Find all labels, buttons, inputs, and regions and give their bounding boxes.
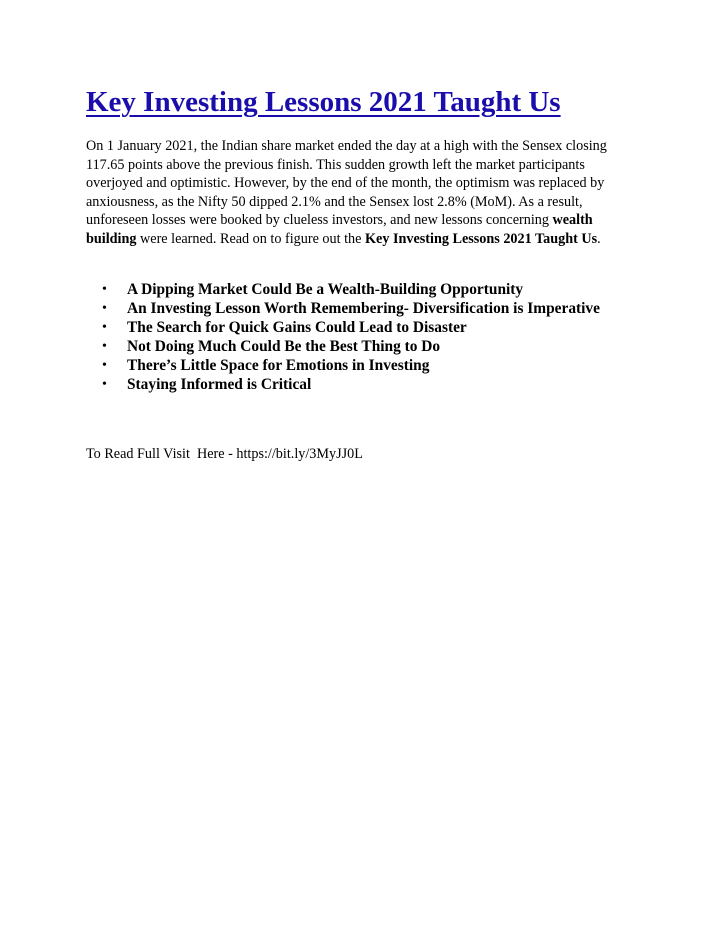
lesson-text: A Dipping Market Could Be a Wealth-Building Opportunity: [127, 281, 524, 298]
bullet-icon: •: [102, 301, 107, 316]
intro-line: anxiousness, as the Nifty 50 dipped 2.1% and the Sensex lost 2.8% (MoM). As a result,: [86, 193, 583, 210]
intro-text: unforeseen losses were booked by clueless investors, and new lessons concerning: [86, 212, 553, 229]
bullet-icon: •: [102, 377, 107, 392]
lesson-text: Staying Informed is Critical: [127, 376, 312, 393]
list-item: [102, 356, 702, 375]
bullet-icon: •: [102, 320, 107, 335]
list-item: [102, 318, 702, 337]
lesson-text: There’s Little Space for Emotions in Investing: [127, 357, 430, 374]
list-item: [102, 375, 702, 394]
lesson-text: Not Doing Much Could Be the Best Thing to Do: [127, 338, 441, 355]
lessons-list: [102, 280, 702, 394]
intro-paragraph: [86, 137, 626, 249]
read-more-link-text[interactable]: To Read Full Visit Here - https://bit.ly/3MyJJ0L: [86, 446, 363, 462]
intro-text: were learned. Read on to figure out the: [136, 230, 365, 247]
intro-bold-keyword: building: [86, 230, 137, 247]
lesson-text: An Investing Lesson Worth Remembering- Diversification is Imperative: [127, 300, 600, 317]
bullet-icon: •: [102, 339, 107, 354]
intro-line: [86, 230, 626, 249]
intro-line: 117.65 points above the previous finish. This sudden growth left the market participants: [86, 156, 585, 173]
bullet-icon: •: [102, 282, 107, 297]
intro-bold-keyword: wealth: [552, 212, 593, 229]
bullet-icon: •: [102, 358, 107, 373]
intro-line: overjoyed and optimistic. However, by the end of the month, the optimism was replaced by: [86, 175, 605, 192]
list-item: [102, 280, 702, 299]
lesson-text: The Search for Quick Gains Could Lead to Disaster: [127, 319, 467, 336]
intro-bold-title-reference: Key Investing Lessons 2021 Taught Us: [364, 230, 598, 247]
list-item: [102, 337, 702, 356]
intro-text: .: [597, 230, 601, 247]
list-item: [102, 299, 702, 318]
intro-line: On 1 January 2021, the Indian share market ended the day at a high with the Sensex closing: [86, 138, 607, 154]
page-title-link[interactable]: Key Investing Lessons 2021 Taught Us: [86, 86, 561, 118]
intro-line: [86, 211, 626, 230]
